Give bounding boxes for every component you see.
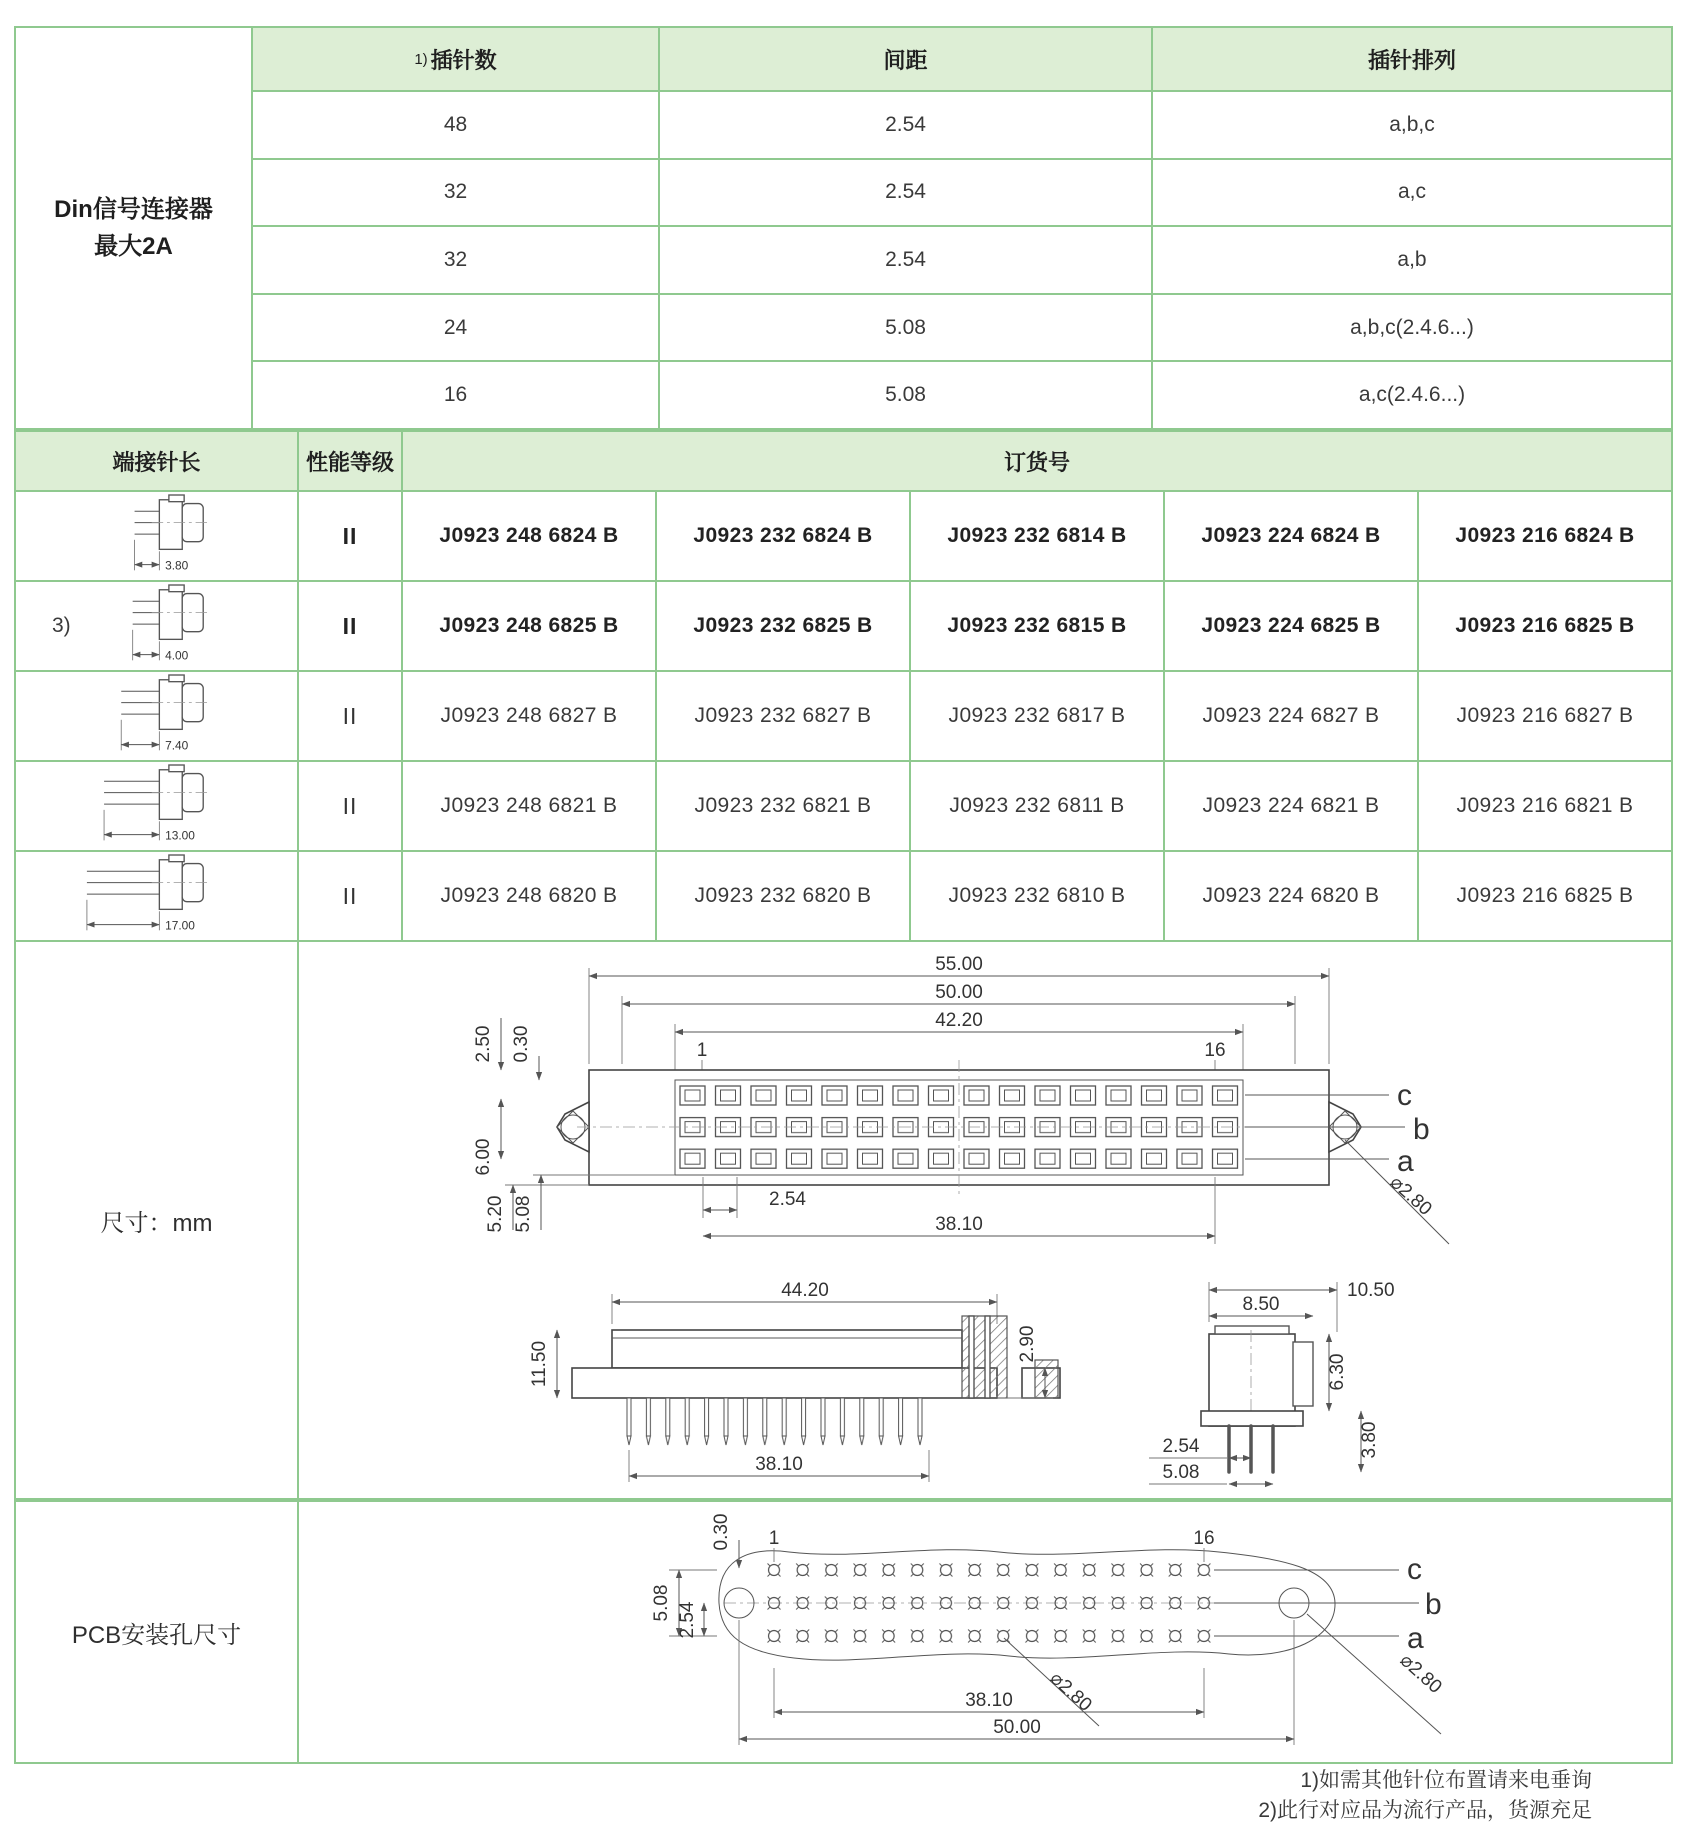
order-number: J0923 248 6825 B [403, 582, 655, 670]
table-row-pin-icon [16, 492, 297, 580]
pitch-value: 2.54 [660, 227, 1151, 293]
connector-housing [612, 1330, 962, 1368]
dim-label: 2.54 [769, 1189, 806, 1210]
pin1-label: 1 [696, 1040, 708, 1061]
pcb-section-label: PCB安装孔尺寸 [16, 1502, 299, 1762]
pitch-value: 5.08 [660, 295, 1151, 361]
connector-side-icon [85, 492, 228, 580]
dim-label: 10.50 [1347, 1280, 1395, 1301]
footnote-ref-1: 1) [414, 50, 428, 68]
dim-label: 0.30 [511, 1025, 532, 1063]
row-a-label: a [1407, 1622, 1424, 1655]
hole-dia-label: ⌀2.80 [1385, 1171, 1436, 1220]
grade-value: II [299, 852, 401, 940]
order-number: J0923 232 6815 B [911, 582, 1163, 670]
row-b-label: b [1413, 1113, 1430, 1146]
pin-count-value: 32 [253, 227, 658, 293]
pin-length-label: 7.40 [165, 738, 189, 753]
pin-length-label: 13.00 [165, 828, 195, 843]
pitch-value: 2.54 [660, 92, 1151, 158]
order-number: J0923 248 6824 B [403, 492, 655, 580]
dim-label: 5.20 [485, 1195, 506, 1233]
row-c-label: c [1407, 1553, 1422, 1586]
dim-label: 2.50 [473, 1025, 494, 1063]
col-header-pin-count: 1) 插针数 [253, 28, 658, 90]
pin-length-label: 17.00 [165, 918, 195, 933]
footnote-2: 2)此行对应品为流行产品，货源充足 [1258, 1799, 1592, 1823]
order-number: J0923 248 6820 B [403, 852, 655, 940]
row-b-label: b [1425, 1588, 1442, 1621]
dim-label: 6.00 [473, 1138, 494, 1176]
dim-label: 5.08 [651, 1584, 672, 1622]
dim-label: 3.80 [1359, 1421, 1380, 1459]
order-number: J0923 232 6820 B [657, 852, 909, 940]
table-row-pin-icon [16, 762, 297, 850]
pin1-label: 1 [768, 1528, 780, 1549]
row-a-label: a [1397, 1145, 1414, 1178]
arrangement-value: a,c [1153, 160, 1671, 226]
product-name [16, 28, 251, 428]
dim-label: 44.20 [781, 1282, 829, 1301]
dim-label: 38.10 [935, 1214, 983, 1235]
order-number: J0923 248 6821 B [403, 762, 655, 850]
dim-label: 0.30 [711, 1513, 732, 1551]
footnote-1: 1)如需其他针位布置请来电垂询 [1300, 1769, 1592, 1792]
hole-dia-label: ⌀2.80 [1395, 1649, 1446, 1698]
dim-label: 50.00 [935, 982, 983, 1003]
row-c-label: c [1397, 1079, 1412, 1112]
order-number: J0923 232 6817 B [911, 672, 1163, 760]
dim-label: 38.10 [965, 1690, 1013, 1711]
order-number: J0923 224 6827 B [1165, 672, 1417, 760]
dim-label: 5.08 [513, 1195, 534, 1233]
pin-length-label: 3.80 [165, 558, 189, 573]
pin-hole-grid [764, 1560, 1223, 1659]
col-header-arrangement: 插针排列 [1153, 28, 1671, 90]
arrangement-value: a,b [1153, 227, 1671, 293]
end-view-drawing [1089, 1272, 1489, 1502]
order-number: J0923 216 6827 B [1419, 672, 1671, 760]
dim-label: 6.30 [1327, 1353, 1348, 1391]
pin-count-value: 16 [253, 362, 658, 428]
pcb-drawing-area [299, 1502, 1671, 1762]
order-number: J0923 224 6824 B [1165, 492, 1417, 580]
grade-value: II [299, 492, 401, 580]
table-row-pin-icon [16, 672, 297, 760]
order-number: J0923 216 6821 B [1419, 762, 1671, 850]
footnote-ref-3: 3) [52, 614, 71, 637]
dim-label: 5.08 [1162, 1462, 1200, 1483]
pin-count-value: 48 [253, 92, 658, 158]
order-table [14, 430, 1673, 940]
connector-side-icon [85, 672, 228, 760]
grade-value: II [299, 762, 401, 850]
order-number: J0923 232 6825 B [657, 582, 909, 670]
dim-label: 50.00 [993, 1717, 1041, 1738]
product-name-line1: Din信号连接器 [54, 195, 213, 223]
pin-length-label: 4.00 [165, 648, 189, 663]
connector-side-icon [85, 582, 228, 670]
order-number: J0923 216 6825 B [1419, 852, 1671, 940]
col-header-order-no: 订货号 [403, 432, 1671, 490]
side-view-drawing [517, 1282, 1097, 1502]
dim-label: 2.90 [1017, 1325, 1038, 1363]
pcb-layout-drawing [629, 1508, 1509, 1758]
footnotes [1258, 1766, 1592, 1827]
col-header-pitch: 间距 [660, 28, 1151, 90]
pin-count-value: 24 [253, 295, 658, 361]
arrangement-value: a,b,c [1153, 92, 1671, 158]
pin16-label: 16 [1204, 1040, 1226, 1061]
connector-flange [572, 1368, 997, 1398]
dim-label: 11.50 [529, 1340, 550, 1388]
dimension-drawings [299, 942, 1671, 1498]
dimension-section-label: 尺寸：mm [16, 942, 299, 1498]
product-name-line2: 最大2A [94, 232, 173, 260]
order-number: J0923 232 6827 B [657, 672, 909, 760]
arrangement-value: a,c(2.4.6...) [1153, 362, 1671, 428]
connector-side-icon [85, 762, 228, 850]
arrangement-value: a,b,c(2.4.6...) [1153, 295, 1671, 361]
grade-value: II [299, 672, 401, 760]
spec-table [14, 26, 1673, 430]
pin-count-value: 32 [253, 160, 658, 226]
dim-label: 2.54 [1162, 1436, 1200, 1457]
order-number: J0923 232 6824 B [657, 492, 909, 580]
table-row-pin-icon [16, 852, 297, 940]
order-number: J0923 232 6814 B [911, 492, 1163, 580]
order-number: J0923 232 6810 B [911, 852, 1163, 940]
grade-value: II [299, 582, 401, 670]
pitch-value: 5.08 [660, 362, 1151, 428]
dim-label: 8.50 [1242, 1294, 1280, 1315]
connector-side-icon [85, 852, 228, 940]
order-number: J0923 232 6811 B [911, 762, 1163, 850]
order-number: J0923 248 6827 B [403, 672, 655, 760]
hole-dia-label: ⌀2.80 [1045, 1667, 1096, 1716]
order-number: J0923 216 6824 B [1419, 492, 1671, 580]
col-header-pin-length: 端接针长 [16, 432, 297, 490]
pitch-value: 2.54 [660, 160, 1151, 226]
dim-label: 2.54 [677, 1601, 698, 1639]
dim-label: 42.20 [935, 1010, 983, 1031]
order-number: J0923 224 6821 B [1165, 762, 1417, 850]
pin16-label: 16 [1193, 1528, 1215, 1549]
order-number: J0923 232 6821 B [657, 762, 909, 850]
dim-label: 38.10 [755, 1454, 803, 1475]
order-number: J0923 224 6820 B [1165, 852, 1417, 940]
dimension-section [14, 940, 1673, 1500]
table-row-pin-icon [16, 582, 297, 670]
pcb-section [14, 1500, 1673, 1764]
order-number: J0923 224 6825 B [1165, 582, 1417, 670]
col-header-grade: 性能等级 [299, 432, 401, 490]
dim-label: 55.00 [935, 954, 983, 975]
order-number: J0923 216 6825 B [1419, 582, 1671, 670]
front-view-drawing [439, 952, 1479, 1257]
